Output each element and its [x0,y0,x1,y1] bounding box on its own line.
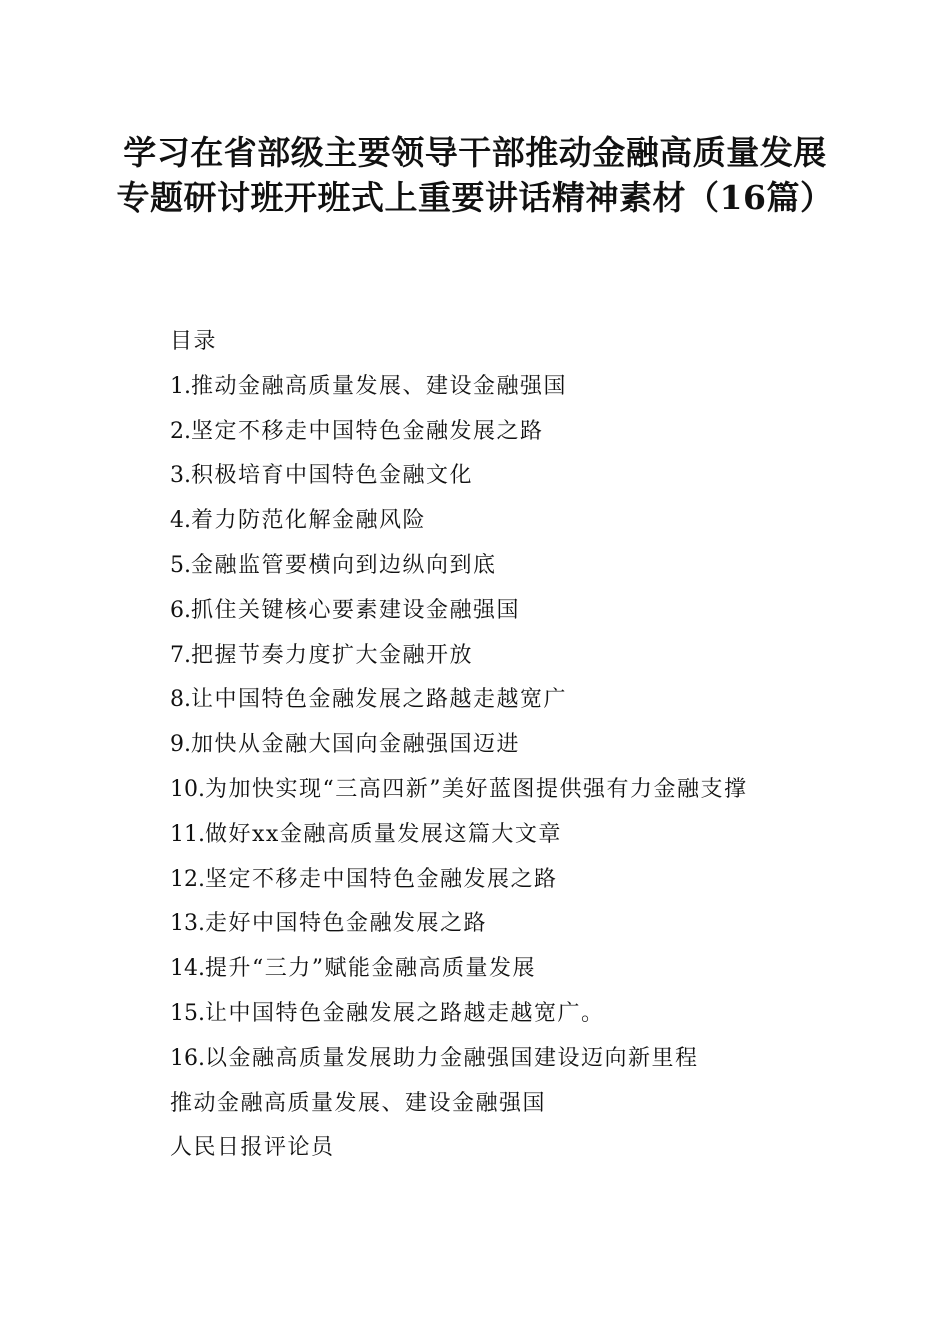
toc-item [170,544,870,589]
toc-item-number: 10. [170,776,205,802]
toc-item [170,454,870,499]
toc-item-number: 2. [170,418,191,444]
toc-item-text: 以金融高质量发展助力金融强国建设迈向新里程 [205,1045,699,1071]
toc-item [170,589,870,634]
toc-item-number: 13. [170,911,205,937]
toc-item-number: 16. [170,1045,205,1071]
toc-item-text: 推动金融高质量发展、建设金融强国 [191,373,568,399]
toc-item-number: 11. [170,821,205,847]
table-of-contents [170,365,870,1082]
toc-item-number: 5. [170,552,191,578]
toc-item [170,678,870,723]
toc-item [170,1037,870,1082]
toc-item-number: 4. [170,508,191,534]
toc-item-text: 为加快实现“三高四新”美好蓝图提供强有力金融支撑 [205,776,748,802]
toc-item [170,723,870,768]
toc-item-number: 3. [170,463,191,489]
toc-item-number: 12. [170,866,205,892]
toc-item [170,992,870,1037]
toc-item-text: 坚定不移走中国特色金融发展之路 [191,418,544,444]
toc-item [170,813,870,858]
toc-item-text: 金融监管要横向到边纵向到底 [191,552,497,578]
toc-item-number: 15. [170,1000,205,1026]
toc-item [170,499,870,544]
toc-item [170,634,870,679]
toc-item [170,902,870,947]
toc-item-text: 提升“三力”赋能金融高质量发展 [205,956,536,982]
toc-item [170,410,870,455]
toc-item [170,768,870,813]
toc-item-text: 积极培育中国特色金融文化 [191,463,474,489]
toc-item-number: 9. [170,732,191,758]
document-title: 学习在省部级主要领导干部推动金融高质量发展专题研讨班开班式上重要讲话精神素材（16篇） [116,133,834,217]
toc-heading: 目录 [170,329,218,354]
toc-item [170,947,870,992]
toc-item-text: 做好xx金融高质量发展这篇大文章 [205,821,562,847]
toc-item-number: 14. [170,956,205,982]
toc-item-text: 走好中国特色金融发展之路 [205,911,488,937]
toc-item [170,858,870,903]
toc-item-text: 让中国特色金融发展之路越走越宽广。 [205,1000,605,1026]
article-title: 推动金融高质量发展、建设金融强国 [170,1090,547,1116]
toc-item-number: 8. [170,687,191,713]
toc-item [170,365,870,410]
article-author: 人民日报评论员 [170,1135,335,1161]
toc-item-text: 让中国特色金融发展之路越走越宽广 [191,687,568,713]
toc-item-text: 着力防范化解金融风险 [191,508,427,534]
toc-item-number: 1. [170,373,191,399]
toc-item-text: 把握节奏力度扩大金融开放 [191,642,474,668]
toc-item-number: 6. [170,597,191,623]
toc-item-text: 抓住关键核心要素建设金融强国 [191,597,521,623]
toc-item-text: 加快从金融大国向金融强国迈进 [191,732,521,758]
toc-item-text: 坚定不移走中国特色金融发展之路 [205,866,558,892]
document-body [170,320,870,1171]
toc-item-number: 7. [170,642,191,668]
